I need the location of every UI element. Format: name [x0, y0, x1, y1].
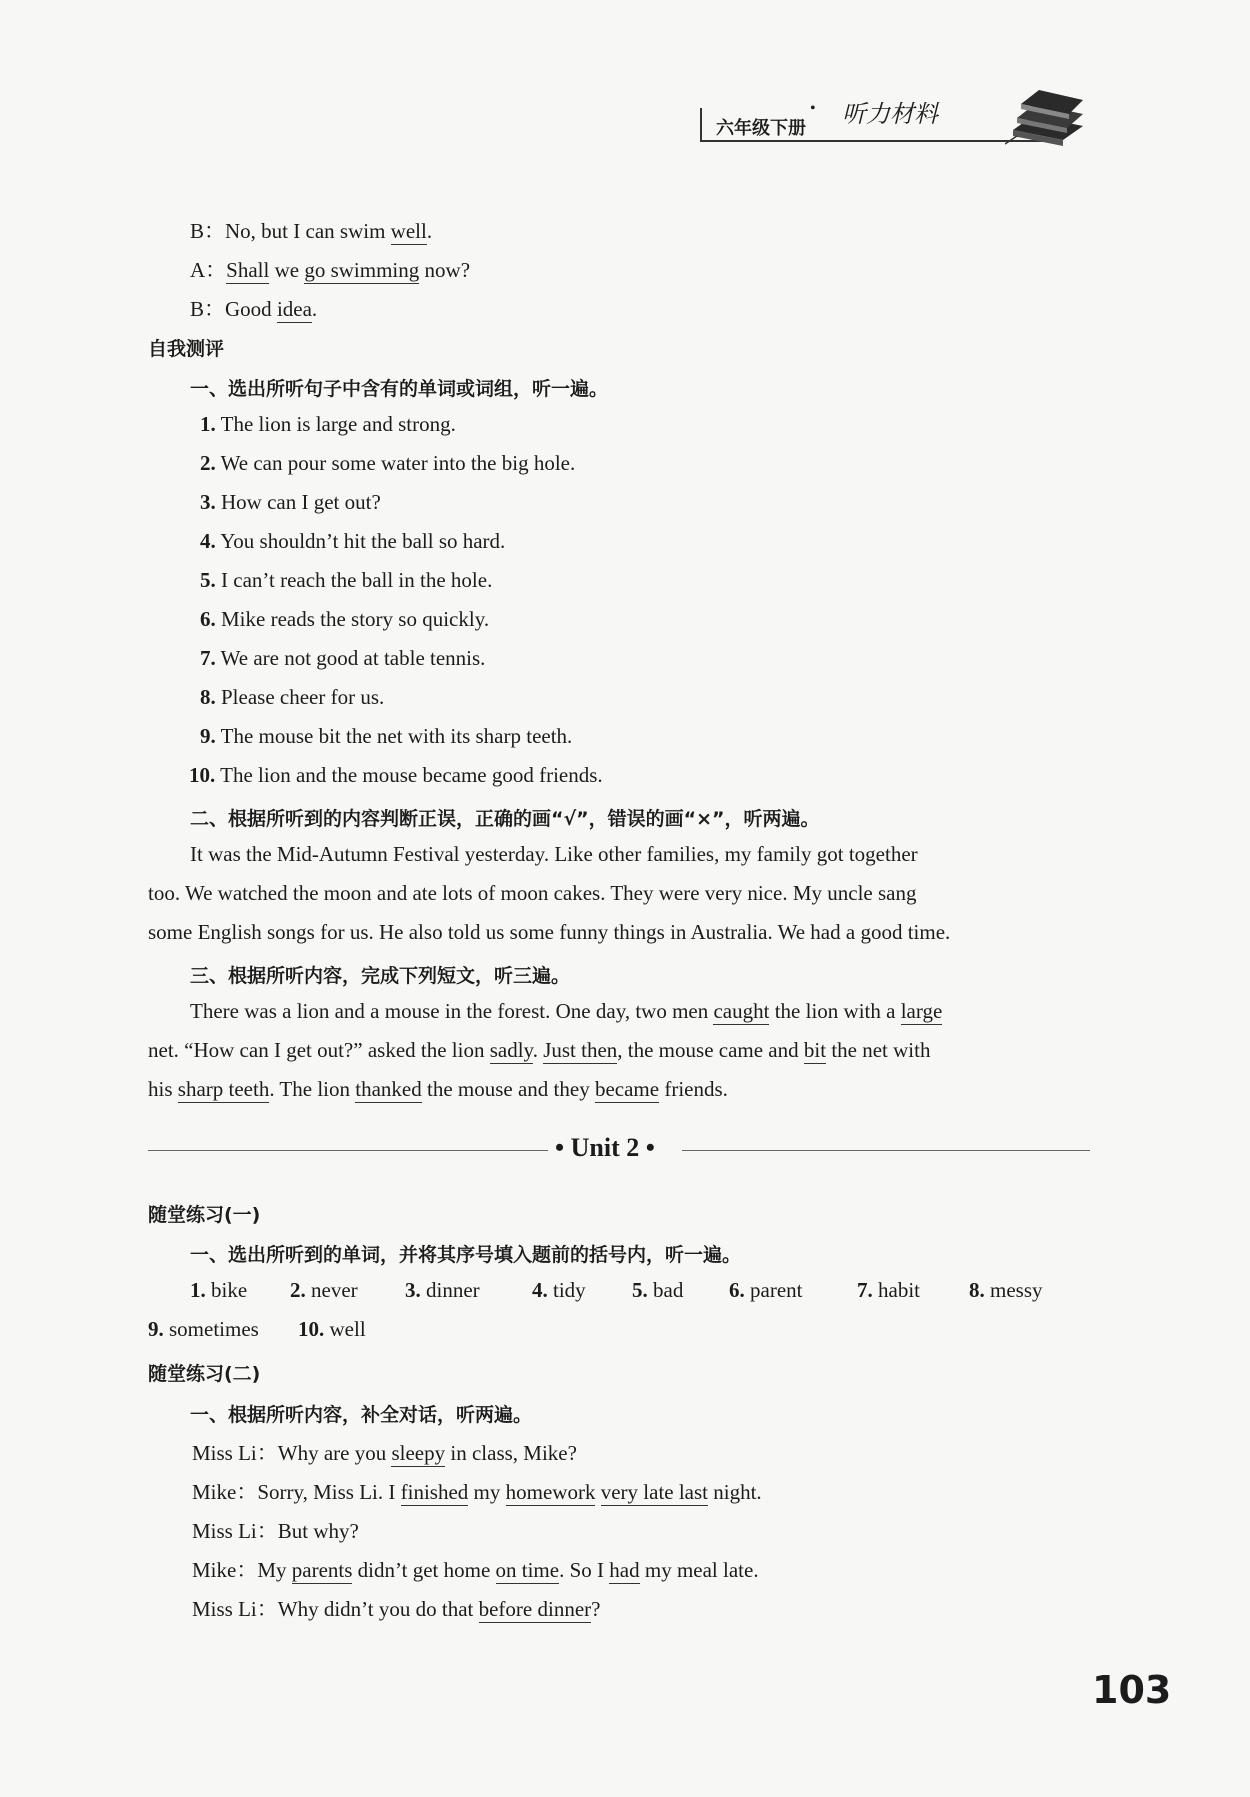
passage-text: . The lion [269, 1077, 356, 1101]
sentence-item [200, 685, 384, 710]
word-text: never [311, 1278, 358, 1302]
passage-line: It was the Mid-Autumn Festival yesterday. Like other families, my family got together [190, 842, 918, 866]
sentence-text: Please cheer for us. [221, 685, 385, 709]
passage-line [148, 1077, 728, 1102]
passage-line [190, 999, 942, 1024]
answer-text: well [390, 219, 427, 243]
item-number: 2. [200, 451, 216, 475]
speaker-label: B： [190, 219, 226, 243]
answer-text: go swimming [304, 258, 420, 282]
word-text: bike [211, 1278, 248, 1302]
part-title: 二、根据所听到的内容判断正误，正确的画“√”，错误的画“×”，听两遍。 [190, 808, 820, 830]
answer-text: sadly [489, 1038, 533, 1062]
passage-text: the mouse and they [421, 1077, 595, 1101]
sentence-item [200, 451, 575, 476]
dialog-line [192, 1437, 577, 1467]
passage-line: too. We watched the moon and ate lots of moon cakes. They were very nice. My uncle sang [148, 881, 917, 905]
dialog-text: No, but I can swim [225, 219, 391, 243]
answer-text: large [900, 999, 943, 1023]
speaker-label: B： [190, 297, 226, 321]
passage-line: some English songs for us. He also told us some funny things in Australia. We had a good time. [148, 920, 951, 944]
word-item [298, 1317, 366, 1342]
passage-text: the lion with a [769, 999, 901, 1023]
speaker-label: Mike： [192, 1558, 258, 1582]
answer-text: caught [713, 999, 770, 1023]
item-number: 1. [200, 412, 216, 436]
answer-text: had [609, 1558, 640, 1582]
dialog-text: Sorry, Miss Li. I [257, 1480, 401, 1504]
word-item [405, 1278, 480, 1303]
header-title: 听力材料 [842, 100, 938, 128]
word-text: well [329, 1317, 366, 1341]
sentence-text: Mike reads the story so quickly. [221, 607, 490, 631]
word-item [290, 1278, 358, 1303]
dialog-text: now? [419, 258, 471, 282]
answer-text: on time [495, 1558, 560, 1582]
dialog-line [192, 1515, 359, 1545]
sentence-item [200, 646, 485, 671]
answer-text: Shall [226, 258, 270, 282]
header-rule-vertical [700, 108, 702, 142]
word-item [632, 1278, 683, 1303]
grade-label: 六年级下册 [716, 118, 806, 139]
item-number: 1. [190, 1278, 206, 1302]
word-text: habit [878, 1278, 920, 1302]
speaker-label: Miss Li： [192, 1597, 278, 1621]
item-number: 8. [200, 685, 216, 709]
answer-text: idea [276, 297, 312, 321]
word-item [532, 1278, 586, 1303]
unit-title: • Unit 2 • [555, 1133, 655, 1162]
item-number: 5. [632, 1278, 648, 1302]
sentence-text: We can pour some water into the big hole. [220, 451, 576, 475]
sentence-text: The lion is large and strong. [220, 412, 456, 436]
dialog-text: Good [225, 297, 277, 321]
dialog-text: didn’t get home [352, 1558, 496, 1582]
dialog-line [192, 1476, 762, 1506]
dialog-line [192, 1593, 600, 1623]
word-item [190, 1278, 247, 1303]
passage-text: net. “How can I get out?” asked the lion [148, 1038, 490, 1062]
dialog-text [595, 1480, 600, 1504]
passage-text: friends. [659, 1077, 728, 1101]
answer-text: Just then [543, 1038, 618, 1062]
part-title: 一、根据所听内容，补全对话，听两遍。 [190, 1404, 533, 1426]
dialog-line [190, 293, 317, 323]
sentence-item [200, 724, 572, 749]
item-number: 9. [148, 1317, 164, 1341]
page-number: 103 [1092, 1668, 1172, 1712]
item-number: 8. [969, 1278, 985, 1302]
speaker-label: Mike： [192, 1480, 258, 1504]
part-title: 一、选出所听句子中含有的单词或词组，听一遍。 [190, 378, 609, 400]
word-item [729, 1278, 802, 1303]
answer-text: very late last [600, 1480, 709, 1504]
sentence-item [200, 607, 489, 632]
part-title: 三、根据所听内容，完成下列短文，听三遍。 [190, 965, 571, 987]
dialog-text: But why? [277, 1519, 359, 1543]
sentence-text: You shouldn’t hit the ball so hard. [220, 529, 506, 553]
passage-text: . [532, 1038, 544, 1062]
speaker-label: Miss Li： [192, 1441, 278, 1465]
dialog-text: ? [591, 1597, 601, 1621]
unit-divider-left [148, 1150, 548, 1151]
word-text: dinner [426, 1278, 480, 1302]
passage-text: , the mouse came and [617, 1038, 804, 1062]
dialog-line [190, 215, 432, 245]
item-number: 4. [200, 529, 216, 553]
answer-text: bit [803, 1038, 827, 1062]
item-number: 3. [405, 1278, 421, 1302]
section-heading: 自我测评 [148, 338, 225, 360]
sentence-text: The lion and the mouse became good friends. [220, 763, 603, 787]
word-text: sometimes [169, 1317, 259, 1341]
item-number: 10. [298, 1317, 325, 1341]
item-number: 4. [532, 1278, 548, 1302]
dialog-text: . So I [559, 1558, 610, 1582]
item-number: 7. [857, 1278, 873, 1302]
section-heading: 随堂练习(二) [148, 1363, 261, 1385]
answer-text: sharp teeth [177, 1077, 270, 1101]
sentence-text: We are not good at table tennis. [220, 646, 486, 670]
dialog-text: Why didn’t you do that [277, 1597, 479, 1621]
answer-text: homework [505, 1480, 596, 1504]
item-number: 5. [200, 568, 216, 592]
item-number: 6. [729, 1278, 745, 1302]
sentence-item [200, 568, 492, 593]
dialog-text: . [426, 219, 433, 243]
unit-divider-right [682, 1150, 1090, 1151]
passage-line [148, 1038, 930, 1063]
passage-text: There was a lion and a mouse in the forest. One day, two men [190, 999, 714, 1023]
sentence-text: How can I get out? [221, 490, 381, 514]
word-text: messy [990, 1278, 1043, 1302]
dialog-text: My [257, 1558, 292, 1582]
item-number: 6. [200, 607, 216, 631]
section-heading: 随堂练习(一) [148, 1204, 261, 1226]
part-title: 一、选出所听到的单词，并将其序号填入题前的括号内，听一遍。 [190, 1244, 742, 1266]
answer-text: sleepy [391, 1441, 446, 1465]
sentence-item [189, 763, 603, 788]
passage-text: the net with [826, 1038, 931, 1062]
answer-text: thanked [355, 1077, 422, 1101]
dialog-text: in class, Mike? [445, 1441, 577, 1465]
word-text: bad [653, 1278, 684, 1302]
dialog-text: my meal late. [639, 1558, 759, 1582]
word-item [969, 1278, 1043, 1303]
speaker-label: Miss Li： [192, 1519, 278, 1543]
sentence-text: The mouse bit the net with its sharp teeth. [220, 724, 573, 748]
sentence-item [200, 412, 456, 437]
sentence-item [200, 490, 381, 515]
answer-text: finished [400, 1480, 469, 1504]
dialog-text: we [269, 258, 305, 282]
dialog-text: Why are you [277, 1441, 392, 1465]
dialog-line [190, 254, 470, 284]
passage-text: his [148, 1077, 178, 1101]
word-text: parent [750, 1278, 803, 1302]
sentence-item [200, 529, 505, 554]
answer-text: parents [291, 1558, 353, 1582]
books-icon [1005, 80, 1085, 148]
dialog-text: my [468, 1480, 506, 1504]
sentence-text: I can’t reach the ball in the hole. [221, 568, 493, 592]
answer-text: became [594, 1077, 660, 1101]
item-number: 9. [200, 724, 216, 748]
word-item [148, 1317, 259, 1342]
dialog-text: . [311, 297, 318, 321]
word-item [857, 1278, 920, 1303]
answer-text: before dinner [478, 1597, 592, 1621]
dialog-text: night. [708, 1480, 762, 1504]
item-number: 7. [200, 646, 216, 670]
speaker-label: A： [190, 258, 227, 282]
word-text: tidy [553, 1278, 586, 1302]
dialog-line [192, 1554, 759, 1584]
item-number: 3. [200, 490, 216, 514]
item-number: 10. [189, 763, 216, 787]
item-number: 2. [290, 1278, 306, 1302]
header-dot: • [810, 100, 816, 117]
